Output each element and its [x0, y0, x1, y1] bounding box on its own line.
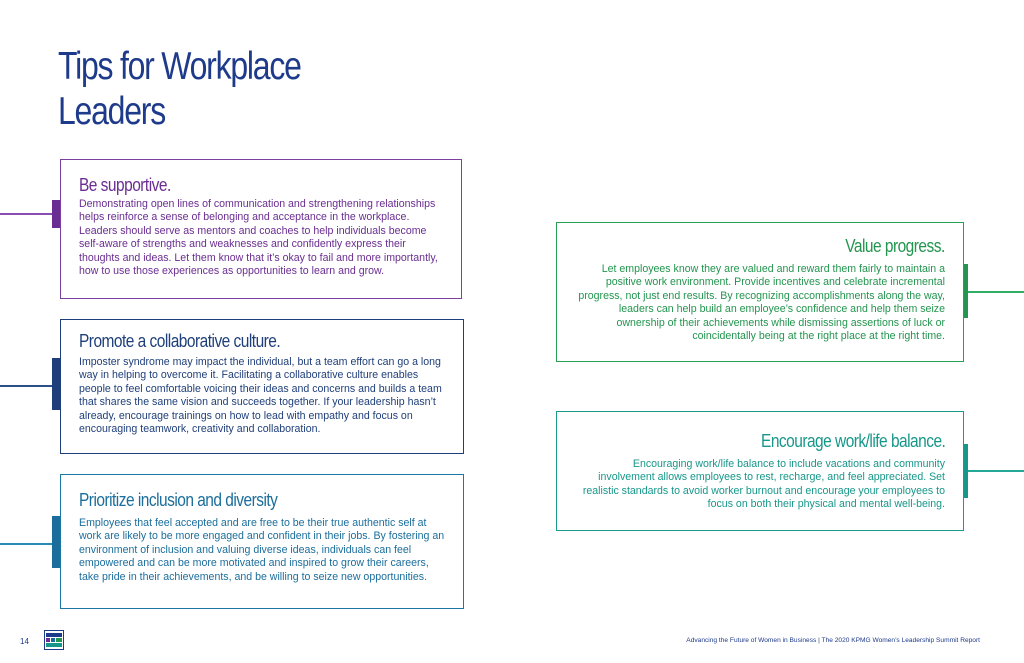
- page-title-line-2: Leaders: [58, 90, 165, 133]
- connector-line-supportive: [0, 213, 54, 215]
- tip-body: Imposter syndrome may impact the individual, but a team effort can go a long way in helping to overcome it. Facilitating a collaborative culture enables people to feel comfortable voicing their ideas and concerns and builds a team that shares the same vision and succeeds together. If your leadership hasn’t already, encourage trainings on how to lead with empathy and focus on encouraging teamwork, creativity and collaboration.: [79, 356, 442, 436]
- tip-card-inclusion: [60, 474, 464, 609]
- tip-card-supportive: [60, 159, 462, 299]
- tip-card-collaborative: [60, 319, 464, 454]
- accent-tab-collaborative: [52, 358, 60, 410]
- page-title: [58, 44, 301, 134]
- tip-body: Employees that feel accepted and are free to be their true authentic self at work are likely to be more engaged and confident in their jobs. By fostering an environment of inclusion and valuing diverse ideas, individuals can feel empowered and can be more motivated and inspired to grow their careers, take pride in their achievements, and be willing to seize new opportunities.: [79, 517, 445, 583]
- tip-heading: Value progress.: [845, 236, 945, 256]
- tip-heading: Prioritize inclusion and diversity: [79, 490, 278, 510]
- page-number: 14: [20, 637, 29, 646]
- accent-tab-inclusion: [52, 516, 60, 568]
- tip-heading: Be supportive.: [79, 175, 171, 195]
- tip-body: Let employees know they are valued and reward them fairly to maintain a positive work environment. Provide incentives and celebrate incremental progress, not just end results. By recognizing accomplishments along the way, leaders can help build an employee’s confidence and help them seize ownership of their achievements while dismissing assertions of luck or coincidentally being at the right place at the right time.: [578, 263, 945, 343]
- tip-card-balance: [556, 411, 964, 531]
- connector-line-collaborative: [0, 385, 54, 387]
- connector-line-inclusion: [0, 543, 54, 545]
- tip-heading: Encourage work/life balance.: [760, 431, 945, 451]
- tip-body: Demonstrating open lines of communication and strengthening relationships helps reinforce a sense of belonging and acceptance in the workplace. Leaders should serve as mentors and coaches to help individuals become self-aware of strengths and weaknesses and confidently express their thoughts and ideas. Let them know that it’s okay to fail and more importantly, how to use those experiences as opportunities to learn and grow.: [79, 198, 438, 278]
- report-title: Advancing the Future of Women in Business | The 2020 KPMG Women’s Leadership Summit Report: [686, 637, 980, 644]
- accent-tab-supportive: [52, 200, 60, 228]
- page-title-line-1: Tips for Workplace: [58, 45, 301, 88]
- tip-card-progress: [556, 222, 964, 362]
- summit-logo-icon: [44, 630, 64, 650]
- tip-heading: Promote a collaborative culture.: [79, 331, 281, 351]
- connector-line-balance: [964, 470, 1024, 472]
- connector-line-progress: [964, 291, 1024, 293]
- tip-body: Encouraging work/life balance to include vacations and community involvement allows employees to rest, recharge, and feel appreciated. Set realistic standards to avoid worker burnout and encourage your employees to focus on both their physical and mental well-being.: [582, 458, 945, 511]
